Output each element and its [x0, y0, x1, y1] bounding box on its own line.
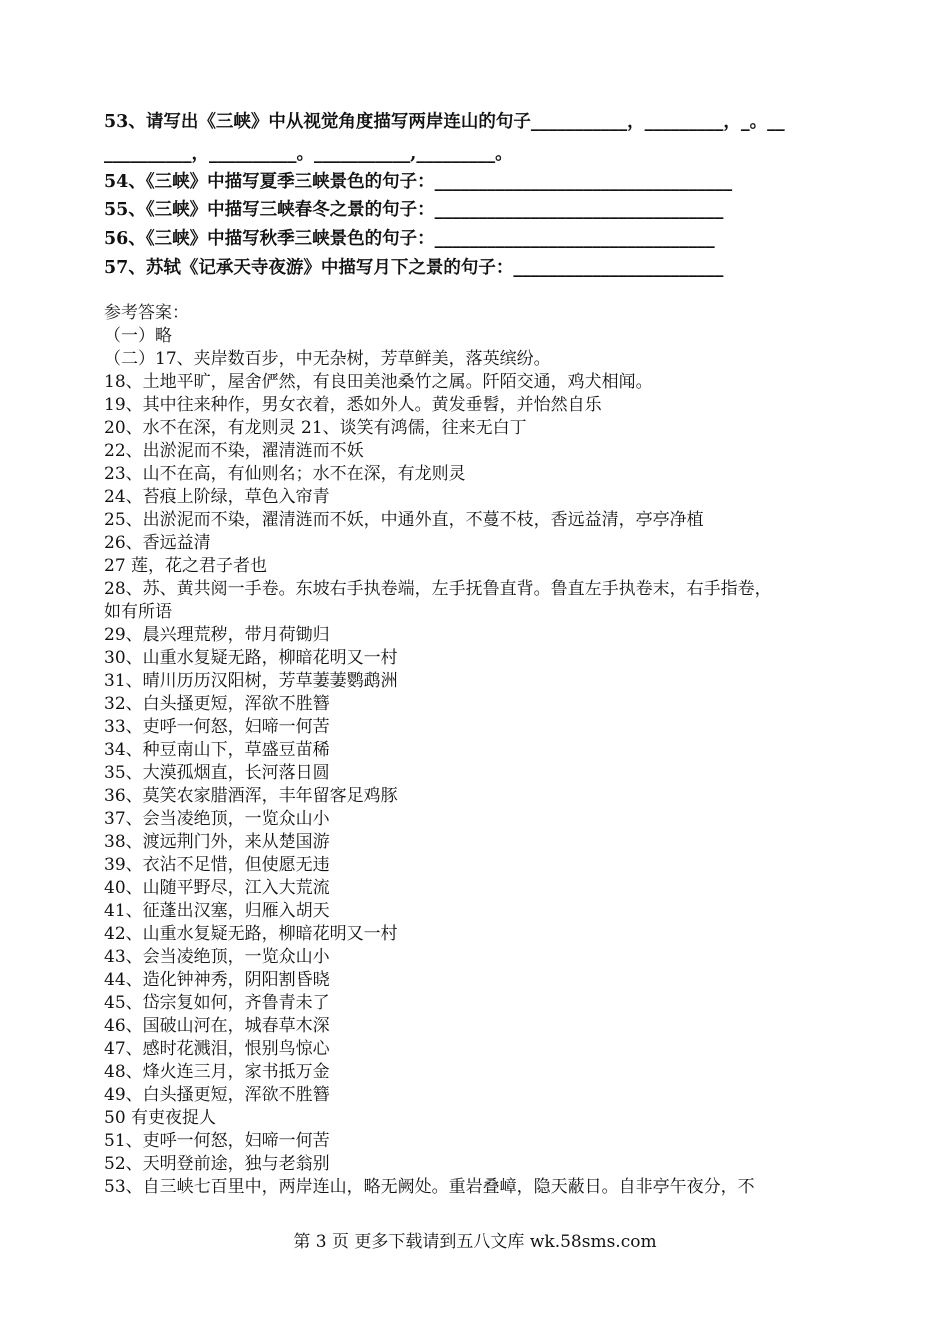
question-56: 56、《三峡》中描写秋季三峡景色的句子：________________________________	[104, 229, 715, 249]
answer-line: （一）略	[104, 326, 172, 346]
question-53-line-1: 53、请写出《三峡》中从视觉角度描写两岸连山的句子___________，_________，_。__	[104, 112, 785, 132]
answer-line: 33、吏呼一何怒，妇啼一何苦	[104, 717, 330, 737]
answer-line: 如有所语	[104, 602, 172, 622]
answer-line: 36、莫笑农家腊酒浑，丰年留客足鸡豚	[104, 786, 398, 806]
answer-line: 46、国破山河在，城春草木深	[104, 1016, 330, 1036]
answer-line: 29、晨兴理荒秽，带月荷锄归	[104, 625, 330, 645]
answer-line: 38、渡远荆门外，来从楚国游	[104, 832, 330, 852]
answer-line: 34、种豆南山下，草盛豆苗稀	[104, 740, 330, 760]
answer-line: 20、水不在深，有龙则灵 21、谈笑有鸿儒，往来无白丁	[104, 418, 527, 438]
answer-line: 39、衣沾不足惜，但使愿无违	[104, 855, 330, 875]
question-54: 54、《三峡》中描写夏季三峡景色的句子：__________________________________	[104, 172, 733, 192]
answer-line: 40、山随平野尽，江入大荒流	[104, 878, 330, 898]
answers-title: 参考答案：	[104, 303, 189, 323]
answer-line: 26、香远益清	[104, 533, 211, 553]
answer-line: 41、征蓬出汉塞，归雁入胡天	[104, 901, 330, 921]
question-57: 57、苏轼《记承天寺夜游》中描写月下之景的句子：________________________	[104, 258, 724, 278]
answer-line: 23、山不在高，有仙则名；水不在深，有龙则灵	[104, 464, 466, 484]
answer-line: 48、烽火连三月，家书抵万金	[104, 1062, 330, 1082]
answer-line: 31、晴川历历汉阳树，芳草萋萋鹦鹉洲	[104, 671, 398, 691]
answer-line: 50 有吏夜捉人	[104, 1108, 217, 1128]
answer-line: 44、造化钟神秀，阴阳割昏晓	[104, 970, 330, 990]
answer-line: 19、其中往来种作，男女衣着，悉如外人。黄发垂髫，并怡然自乐	[104, 395, 602, 415]
answer-line: 52、天明登前途，独与老翁别	[104, 1154, 330, 1174]
answer-line: 53、自三峡七百里中，两岸连山，略无阙处。重岩叠嶂，隐天蔽日。自非亭午夜分，不	[104, 1177, 755, 1197]
answer-line: 25、出淤泥而不染，濯清涟而不妖，中通外直，不蔓不枝，香远益清，亭亭净植	[104, 510, 704, 530]
answer-line: 47、感时花溅泪，恨别鸟惊心	[104, 1039, 330, 1059]
answer-line: 37、会当凌绝顶，一览众山小	[104, 809, 330, 829]
answer-line: 51、吏呼一何怒，妇啼一何苦	[104, 1131, 330, 1151]
question-53-line-2: __________，__________。___________,_________。	[104, 144, 513, 164]
answer-line: 49、白头搔更短，浑欲不胜簪	[104, 1085, 330, 1105]
answer-line: 28、苏、黄共阅一手卷。东坡右手执卷端，左手抚鲁直背。鲁直左手执卷末，右手指卷，	[104, 579, 772, 599]
answer-line: 22、出淤泥而不染，濯清涟而不妖	[104, 441, 364, 461]
answer-line: 42、山重水复疑无路，柳暗花明又一村	[104, 924, 398, 944]
answer-line: 32、白头搔更短，浑欲不胜簪	[104, 694, 330, 714]
answer-line: 27 莲，花之君子者也	[104, 556, 268, 576]
answer-line: 18、土地平旷，屋舍俨然，有良田美池桑竹之属。阡陌交通，鸡犬相闻。	[104, 372, 653, 392]
answer-line: 43、会当凌绝顶，一览众山小	[104, 947, 330, 967]
answer-line: 45、岱宗复如何，齐鲁青未了	[104, 993, 330, 1013]
answer-line: 24、苔痕上阶绿，草色入帘青	[104, 487, 330, 507]
answer-line: 35、大漠孤烟直，长河落日圆	[104, 763, 330, 783]
answer-line: （二）17、夹岸数百步，中无杂树，芳草鲜美，落英缤纷。	[104, 349, 551, 369]
question-55: 55、《三峡》中描写三峡春冬之景的句子：_________________________________	[104, 200, 724, 220]
answer-line: 30、山重水复疑无路，柳暗花明又一村	[104, 648, 398, 668]
page-footer: 第 3 页 更多下载请到五八文库 wk.58sms.com	[293, 1232, 657, 1252]
